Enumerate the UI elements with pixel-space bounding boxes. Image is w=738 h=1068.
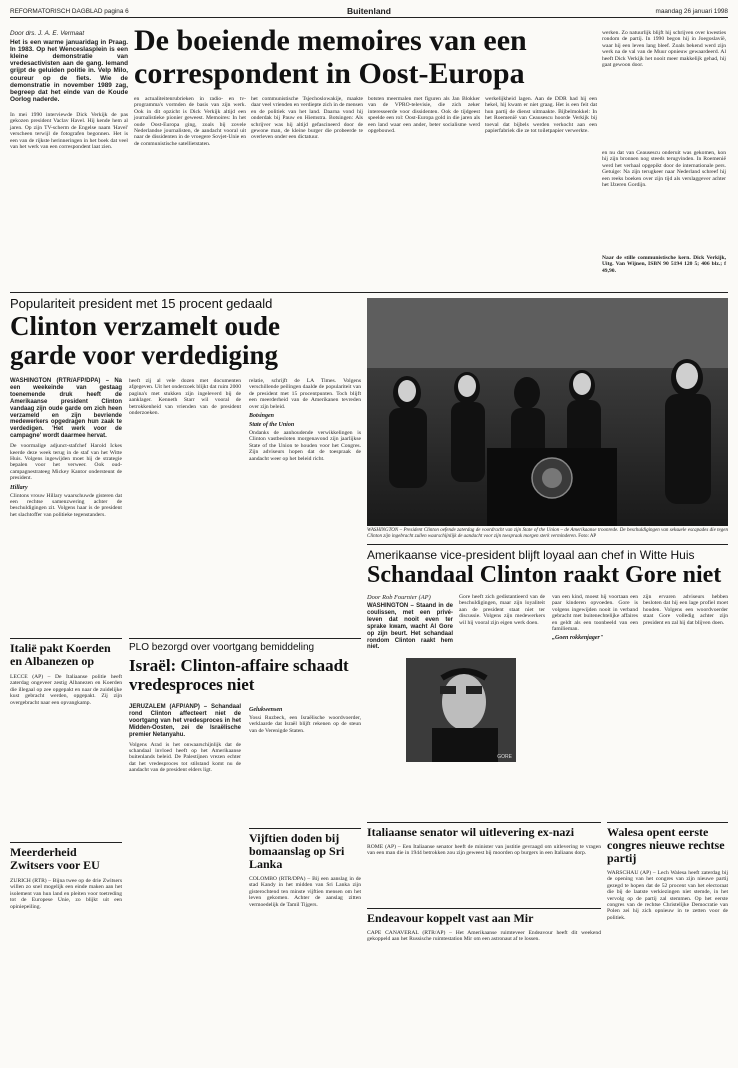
gore-col-3 bbox=[552, 594, 638, 643]
clinton-col-2: heeft zij al vele dozen met documenten afgegeven. Uit het onderzoek blijkt dat ruim 2000 pagina's met stukken zijn ingeleverd bij de aanklager. Kenneth Starr wil vooral de betrokkenheid van vrienden van de president onderzoeken. bbox=[129, 378, 241, 417]
photo-caption bbox=[367, 528, 728, 540]
lead-text: Na een weekeinde van gestaag toenemende druk heeft de Amerikaanse president Clinton vandaag zijn oude garde om zich heen verzameld en zijn bevriende medewerkers opgedragen hun zaak te verdedigen. 'Het werk voor de campagne' wordt daarmee hervat. bbox=[10, 378, 122, 440]
book-info: Naar de stille communistische kern. Dick Verkijk, Uitg. Van Wijnen, ISBN 90 5194 120 5; 406 blz.; f 49,90. bbox=[602, 255, 726, 274]
clinton-body-3b: Ondanks de aanhoudende verwikkelingen is Clinton vastbesloten morgenavond zijn jaarlijkse State of the Union te houden voor het Congres. Zijn adviseurs hopen dat de toespraak de aandacht weer op het beleid richt. bbox=[249, 430, 361, 462]
subhead-hillary: Hillary bbox=[10, 484, 28, 491]
top-headline: De boeiende memoires van een correspondent in Oost-Europa bbox=[134, 24, 527, 90]
top-col-7: werken. Zo natuurlijk blijft hij schrijven over kwesties rondom de partij. In 1990 begon hij in Joegoslavië, waar hij een leven lang bleef. Zoals bekend werd zijn werk na de val van de Muur opnieuw gewaardeerd. Al heeft Dick Verkijk het nooit meer makkelijk gehad, hij gaat gewoon door. bbox=[602, 30, 726, 69]
photo-label: GORE bbox=[497, 754, 512, 760]
sri-body: COLOMBO (RTR/DPA) – Bij een aanslag in de stad Kandy in het midden van Sri Lanka zijn gisterochtend ten minste vijftien mensen om het leven gekomen. Achter de aanslag zitten vermoedelijk de Tamil Tijgers. bbox=[249, 876, 361, 908]
endeavour-body: CAPE CANAVERAL (RTR/AP) – Het Amerikaanse ruimteveer Endeavour heeft dit weekend gekoppeld aan het Russische ruimtestation Mir om een astronaut af te lossen. bbox=[367, 930, 601, 943]
clinton-body-3: relatie, schrijft de LA Times. Volgens verschillende peilingen daalde de populariteit van de president met 15 procentpunten. Toch blijft een meerderheid van de Amerikanen tevreden over zijn beleid. bbox=[249, 378, 361, 410]
divider bbox=[10, 638, 122, 639]
gore-body-3: van een kind, moest hij voortaan een paar kinderen opvoeden. Gore is volgens ingewijden nooit in verband gebracht met buitenechtelijke affaires en geldt als een toonbeeld van een familieman. bbox=[552, 594, 638, 633]
clinton-body-1b: Clintons vrouw Hillary waarschuwde gisteren dat een rechtse samenzwering achter de beschuldigingen zit. Volgens haar is de president het slachtoffer van politieke tegenstanders. bbox=[10, 492, 122, 518]
dateline: WASHINGTON (RTR/AFP/DPA) bbox=[10, 378, 101, 384]
top-col-3: het communistische Tsjechoslowakije, maakte daar veel vrienden en verdiepte zich in de mensen en de politiek van het land. Daarna vond hij onderdak bij Pauw en Hiemstra. Botsingen: Als schrijver was hij altijd gefascineerd door de gewone man, de kleine burger die probeerde te overleven onder een dictatuur. bbox=[251, 96, 363, 141]
divider bbox=[367, 908, 601, 909]
gore-col-1 bbox=[367, 594, 453, 654]
italie-body: LECCE (AP) – De Italiaanse politie heeft zaterdag ongeveer zestig Albanezen en Koerden die illegaal op zee opgepakt en naar de zuidelijke kust gebracht werden, opgepakt. Zij zijn overgebracht naar een opvangkamp. bbox=[10, 674, 122, 706]
section-title: Buitenland bbox=[347, 6, 391, 16]
clinton-kicker: Populariteit president met 15 procent gedaald bbox=[10, 296, 273, 311]
walesa-headline: Walesa opent eerste congres nieuwe rechtse partij bbox=[607, 825, 725, 865]
gore-byline: Door Rob Fournier (AP) bbox=[367, 594, 431, 601]
gore-lead: WASHINGTON – Staand in de coulissen, met een privé-leven dat nooit even ter sprake kwam, wacht Al Gore op zijn beurt. Het schandaal rondom Clinton raakt hem niet. bbox=[367, 603, 453, 651]
walesa-body: WARSCHAU (AP) – Lech Walesa heeft zaterdag bij de opening van het congres van zijn nieuwe partij gezegd te hopen dat de 52 procent van het electoraat die bij de laatste verkiezingen niet stemde, in het vervolg op de partij zal stemmen. Op het eerste congres van de rechtse Christelijke Democratie van Polen zei hij zich opnieuw in te zetten voor de politiek. bbox=[607, 870, 728, 921]
byline: Door drs. J. A. E. Vermaat bbox=[10, 30, 85, 37]
divider bbox=[10, 842, 122, 843]
sri-headline: Vijftien doden bij bomaanslag op Sri Lanka bbox=[249, 831, 345, 871]
caption-text: WASHINGTON – President Clinton oefende zaterdag de voordracht van zijn State of the Union – de Amerikaanse troonrede. De beschuldigingen van seksuele escapades die tegen Clinton zijn ingebracht zullen waarschijnlijk de aandacht voor zijn toespraak morgen sterk verminderen. bbox=[367, 528, 728, 539]
zwitsers-headline: Meerderheid Zwitsers voor EU bbox=[10, 845, 100, 872]
photo-credit: Foto: AP bbox=[578, 533, 597, 539]
clinton-headline: Clinton verzamelt oude garde voor verdediging bbox=[10, 311, 280, 370]
israel-col-2 bbox=[249, 704, 361, 734]
israel-body-2: Yossi Ruzbeck, een Israëlische woordvoerder, verklaarde dat Israël blijft rekenen op de steun van de Verenigde Staten. bbox=[249, 715, 361, 734]
israel-body: Volgens Arad is het onwaarschijnlijk dat de schandaal invloed heeft op het Amerikaanse buitenlands beleid. De Palestijnen vrezen echter dat het vredesproces tot stilstand komt nu de aandacht van de president elders ligt. bbox=[129, 741, 241, 774]
page-header bbox=[10, 8, 728, 18]
gore-col-4: zijn ervaren adviseurs hebben besloten dat hij een lage profiel moet houden. Volgens een woordvoerder staat Gore volledig achter zijn president en zal hij dat blijven doen. bbox=[643, 594, 728, 626]
gore-photo bbox=[406, 658, 516, 762]
subhead-rokkenjager: „Goen rokkenjager" bbox=[552, 635, 604, 642]
divider bbox=[367, 822, 601, 823]
israel-headline: Israël: Clinton-affaire schaadt vredesproces niet bbox=[129, 656, 349, 694]
italie-headline: Italië pakt Koerden en Albanezen op bbox=[10, 641, 111, 668]
intro-box bbox=[10, 30, 128, 103]
top-col-5: werkelijkheid lagen. Aan de DDR had hij een hekel, hij kwam er niet graag. Het is een feit dat hun partij de dienst uitmaakte. Bijbelmokkel: In het Roemenië van Ceausescu hoorde Verkijk bij toeval dat bijbels werden verkocht aan een papierfabriek die ze tot toiletpapier verwerkte. bbox=[485, 96, 597, 135]
israel-kicker: PLO bezorgd over voortgang bemiddeling bbox=[129, 642, 315, 653]
divider bbox=[129, 638, 361, 639]
top-col-4: botsten meermalen met figuren als Jan Blokker van de VPRO-televisie, die zich zeker interesseerde voor dissidenten. Ook de tijdgeest speelde een rol: Oost-Europa gold in die jaren als een land waar een ander, beter socialisme werd opgebouwd. bbox=[368, 96, 480, 135]
clinton-lead: WASHINGTON (RTR/AFP/DPA) – Na een weekeinde van gestaag toenemende druk heeft de Amerikaanse president Clinton vandaag zijn oude garde om zich heen verzameld en zijn bevriende medewerkers opgedragen hun zaak te verdedigen. 'Het werk voor de campagne' wordt daarmee hervat. bbox=[10, 378, 122, 440]
clinton-photo bbox=[367, 298, 728, 526]
divider bbox=[607, 822, 728, 823]
top-col-6: en nu dat van Ceausescu onderuit was gekomen, kon hij zijn bronnen nog steeds terugvinden. In Roemenië werd het verhaal opgepikt door de internationale pers. Getuige: Na zijn terugkeer naar Nederland schreef hij een reeks boeken over zijn tijd als verslaggever achter het IJzeren Gordijn. bbox=[602, 150, 726, 189]
intro-text: Het is een warme januaridag in Praag. In 1983. Op het Wenceslasplein is een kleine demonstratie van vredesactivisten aan de gang. Iemand grijpt de geluiden politie in. Velp Milo, coureur op de fiets. Wie de demonstratie in november 1989 zag, begreep dat het einde van de Koude Oorlog naderde. bbox=[10, 39, 128, 103]
endeavour-headline: Endeavour koppelt vast aan Mir bbox=[367, 911, 534, 925]
top-col-2: en actualiteitenrubrieken in radio- en tv-programma's vormden de basis van zijn werk. Ook in dit opzicht is Dick Verkijk altijd een journalistieke pionier geweest. Memoires: In het oude Oost-Europa ging, zoals bij zovele Nederlandse journalisten, de aandacht vooral uit naar de dissidenten in de vroegere Sovjet-Unie en de communistische satellietstaten. bbox=[134, 96, 246, 147]
subhead-botsingen: Botsingen bbox=[249, 413, 275, 420]
gore-kicker: Amerikaanse vice-president blijft loyaal aan chef in Witte Huis bbox=[367, 548, 695, 562]
header-left: REFORMATORISCH DAGBLAD pagina 6 bbox=[10, 8, 129, 15]
gore-headline: Schandaal Clinton raakt Gore niet bbox=[367, 562, 722, 588]
clinton-col-1 bbox=[10, 378, 122, 518]
gore-col-2: Gore heeft zich gedistantieerd van de beschuldigingen, maar zijn loyaliteit aan de president staat niet ter discussie. Volgens zijn medewerkers wil hij vooral zijn eigen werk doen. bbox=[459, 594, 545, 626]
clinton-col-3 bbox=[249, 378, 361, 462]
divider bbox=[249, 828, 361, 829]
header-date: maandag 26 januari 1998 bbox=[655, 8, 728, 15]
top-col-1: In mei 1990 interviewde Dick Verkijk de pas gekozen president Vaclav Havel. Hij kende hem al jaren. Op zijn TV-scherm de Engelse naam 'Havel' verscheen terwijl de fotografen begonnen. Het is een van de rijkste herinneringen in het boek dat veel van het werk van een correspondent laat zien. bbox=[10, 112, 128, 151]
divider bbox=[367, 544, 728, 545]
zwitsers-body: ZURICH (RTR) – Bijna twee op de drie Zwitsers willen zo snel mogelijk een einde maken aan het isolement van hun land en pleiten voor toetreding tot de Europese Unie, zo blijkt uit een opiniepeiling. bbox=[10, 878, 122, 910]
subhead-gelukwensen: Gelukwensen bbox=[249, 707, 283, 713]
nazi-body: ROME (AP) – Een Italiaanse senator heeft de minister van justitie gevraagd om uitlevering te vragen van een man die in 1944 betrokken zou zijn geweest bij moorden op burgers in een Italiaans dorp. bbox=[367, 844, 601, 857]
israel-lead: JERUZALEM (AFP/ANP) – Schandaal rond Clinton affecteert niet de voortgang van het vredesproces in het Midden-Oosten, zei de Israëlische premier Netanyahu. bbox=[129, 704, 241, 738]
israel-col-1 bbox=[129, 704, 241, 774]
nazi-headline: Italiaanse senator wil uitlevering ex-nazi bbox=[367, 825, 575, 839]
divider bbox=[10, 292, 728, 293]
subhead-state-of-union: State of the Union bbox=[249, 422, 295, 429]
clinton-body-1: De voormalige adjunct-stafchef Harold Ickes keerde deze week terug in de staf van het Witte Huis. Volgens ingewijden moet hij de strategie bepalen voor het verweer. Ook oud-campagnestrateeg Mickey Kantor ondersteunt de president. bbox=[10, 443, 122, 482]
